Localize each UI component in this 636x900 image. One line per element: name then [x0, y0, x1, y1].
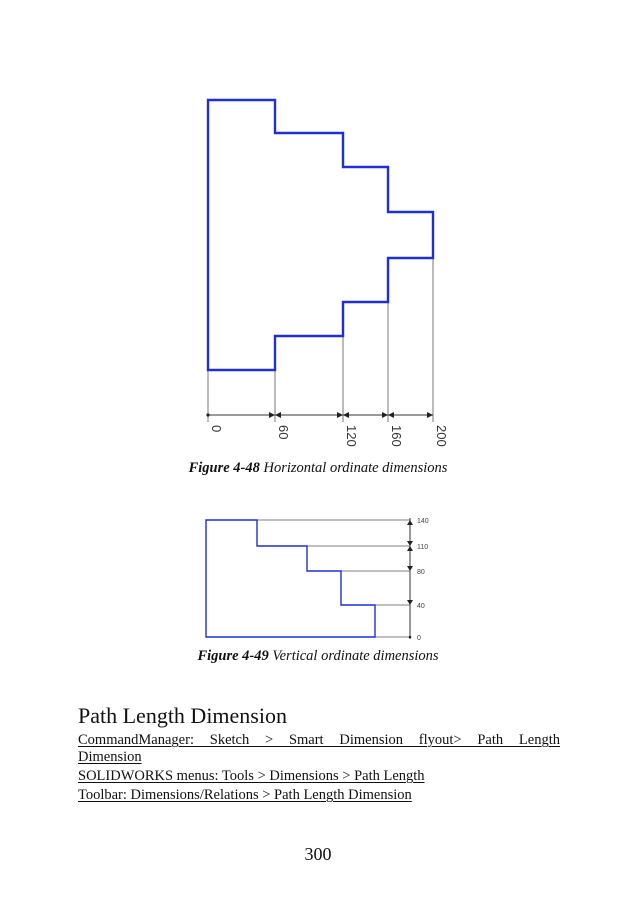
solidworks-menu-path-link[interactable]: SOLIDWORKS menus: Tools > Dimensions > Path Length	[78, 768, 425, 784]
caption-number: Figure 4-49	[197, 648, 269, 664]
tick-label-60: 60	[276, 425, 291, 440]
commandmanager-path-link[interactable]: CommandManager: Sketch > Smart Dimension flyout> Path Length	[78, 732, 560, 748]
page-number: 300	[304, 844, 332, 864]
tick-label-80: 80	[417, 569, 425, 576]
caption-number: Figure 4-48	[188, 460, 260, 476]
tick-label-0: 0	[209, 425, 224, 433]
tick-label-140: 140	[417, 518, 429, 525]
toolbar-path-link[interactable]: Toolbar: Dimensions/Relations > Path Length Dimension	[78, 787, 412, 803]
tick-label-200: 200	[434, 425, 449, 447]
figure-4-48-caption	[0, 460, 636, 477]
section-title: Path Length Dimension	[78, 703, 287, 728]
horizontal-ordinate-figure	[180, 80, 480, 460]
tick-label-110: 110	[417, 544, 429, 551]
commandmanager-path-link-continued[interactable]: Dimension	[78, 749, 142, 765]
caption-text: Vertical ordinate dimensions	[272, 648, 439, 664]
tick-label-40: 40	[417, 603, 425, 610]
caption-text: Horizontal ordinate dimensions	[263, 460, 448, 476]
vertical-ordinate-figure	[195, 510, 455, 645]
tick-label-120: 120	[344, 425, 359, 447]
tick-label-zero: 0	[417, 635, 421, 642]
tick-label-160: 160	[389, 425, 404, 447]
figure-4-49-caption	[0, 648, 636, 665]
